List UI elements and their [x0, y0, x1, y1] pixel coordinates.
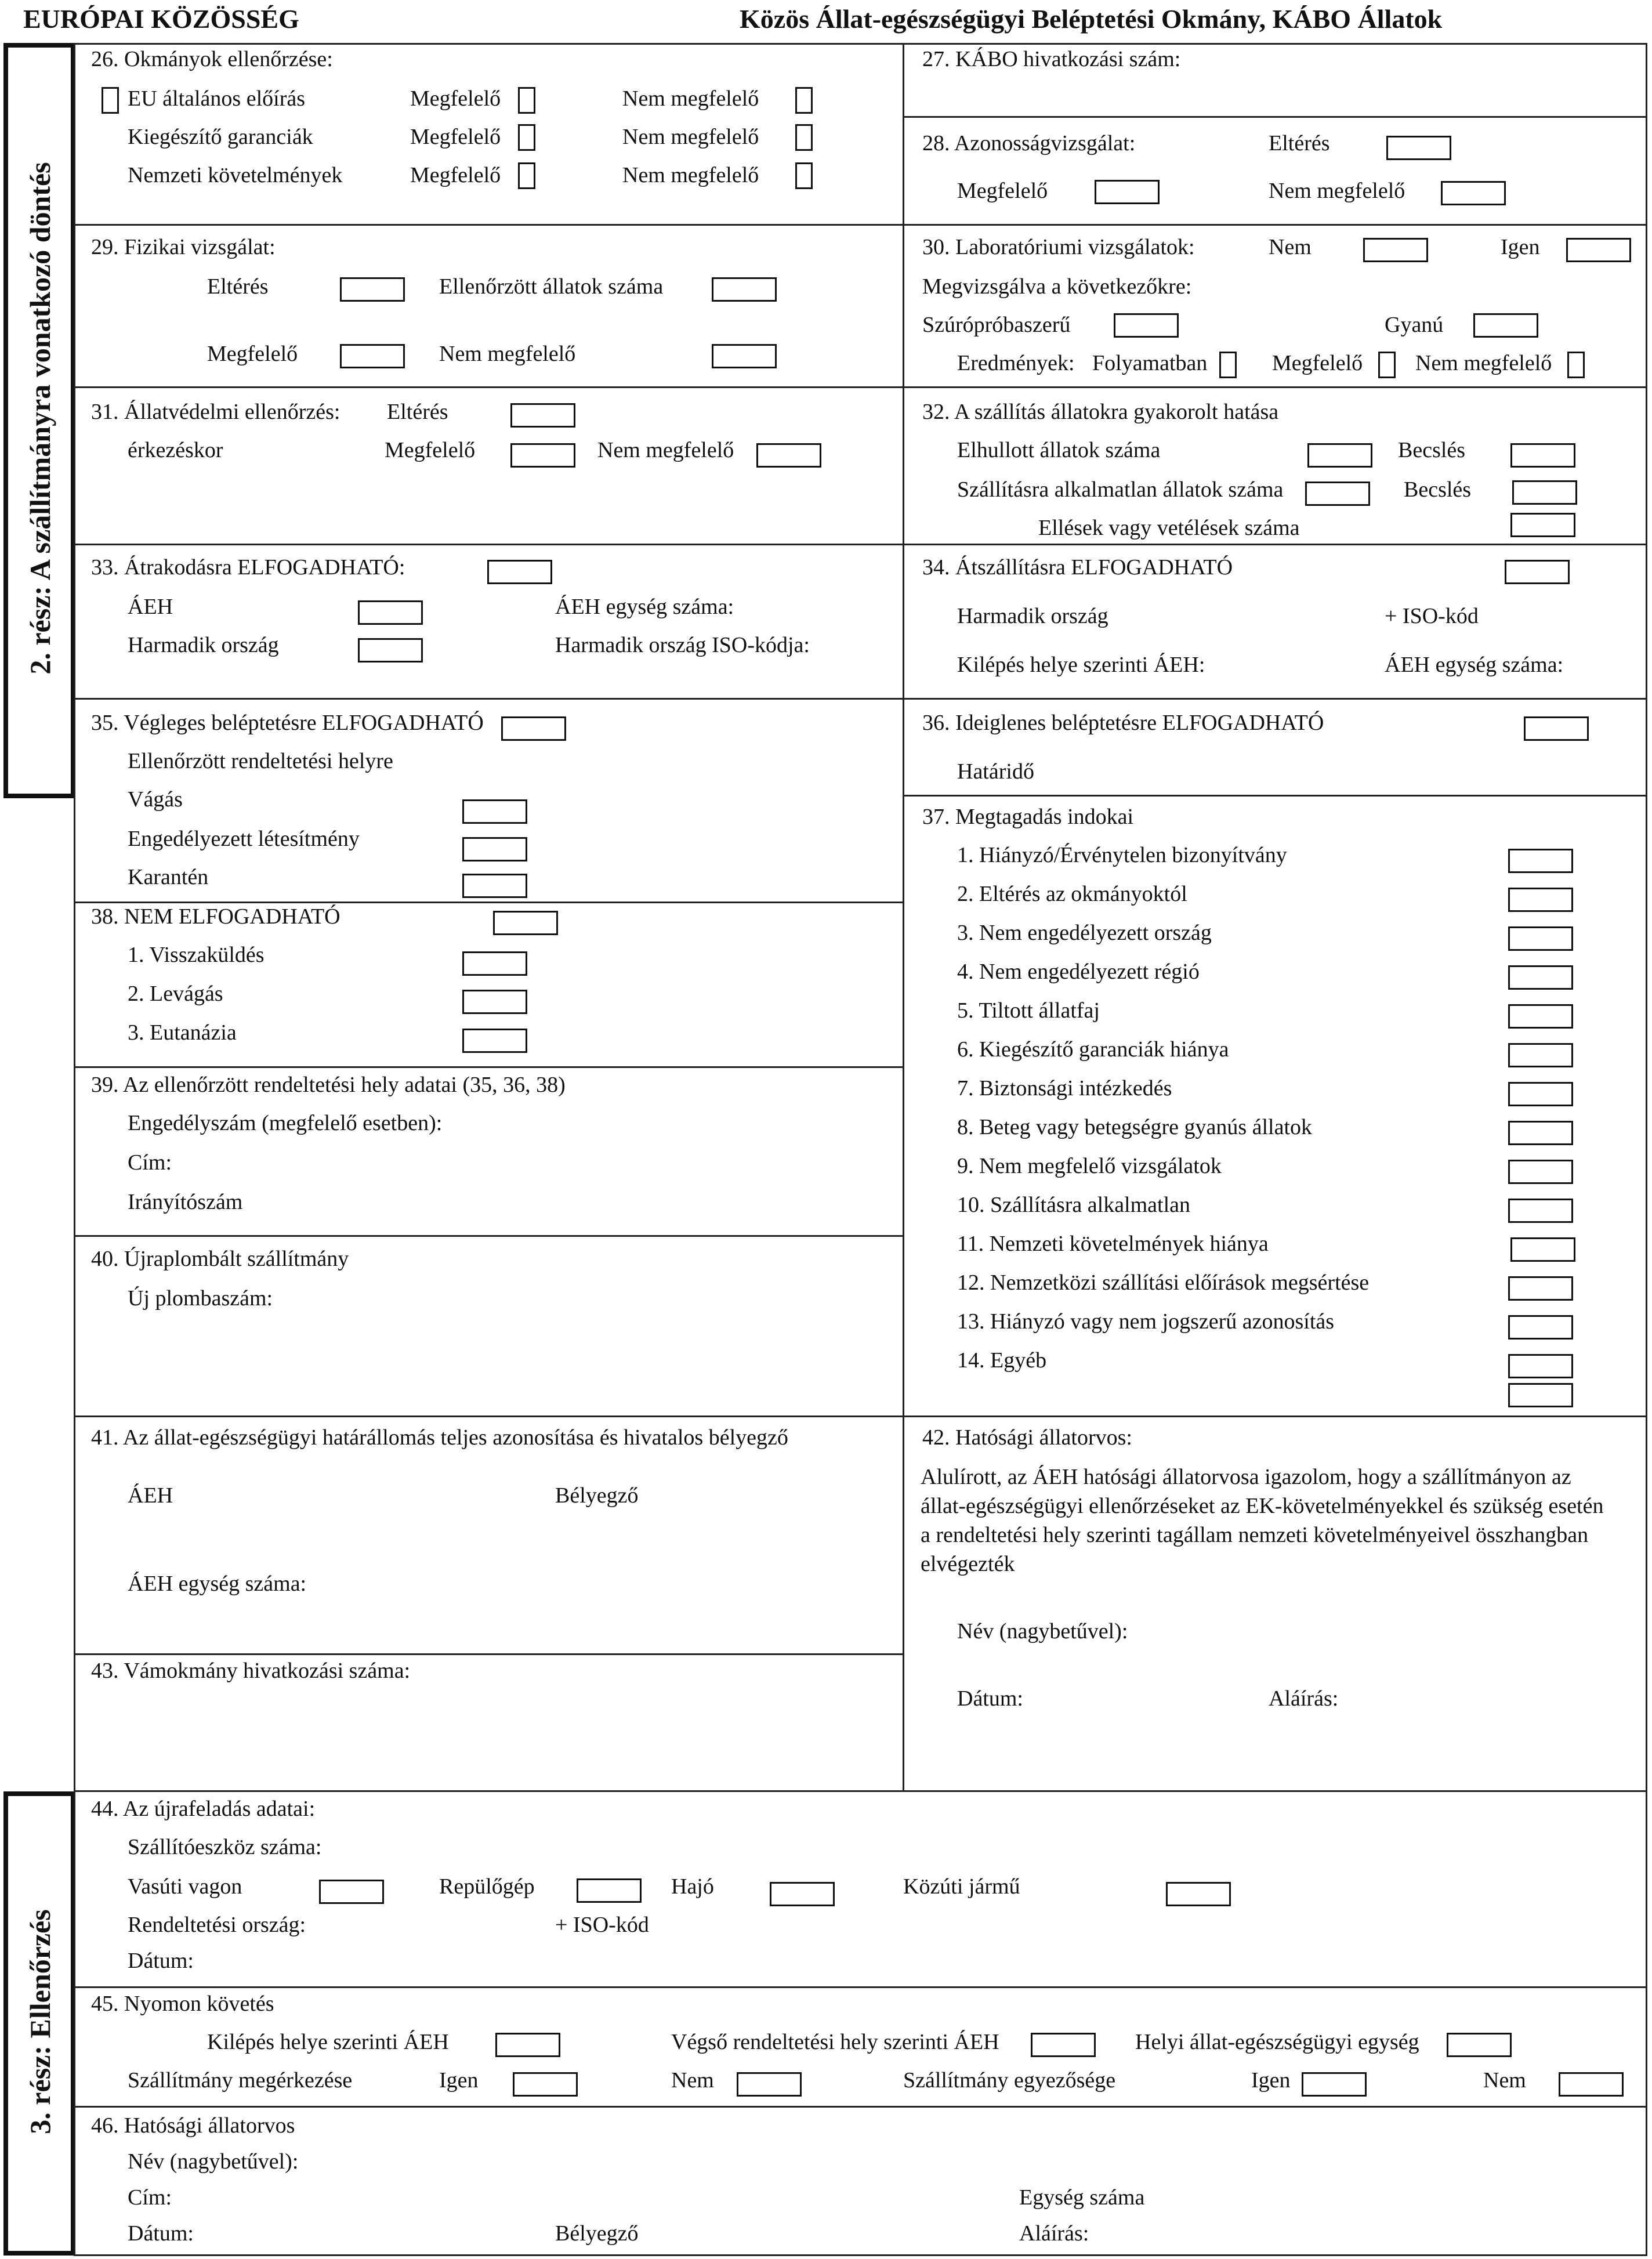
- s35-title: 35. Végleges beléptetésre ELFOGADHATÓ: [91, 711, 484, 735]
- s38-item-label: 3. Eutanázia: [128, 1020, 237, 1045]
- s44-iso-label: + ISO-kód: [555, 1913, 649, 1937]
- s37-item-box[interactable]: [1508, 1354, 1573, 1378]
- s45-final-label: Végső rendeltetési hely szerinti ÁEH: [671, 2030, 999, 2054]
- s38-item-box[interactable]: [462, 951, 527, 976]
- s38-item-label: 2. Levágás: [128, 982, 223, 1006]
- s44-rail-box[interactable]: [319, 1880, 384, 1904]
- s32-unfit-box[interactable]: [1305, 482, 1370, 506]
- s30-yes-box[interactable]: [1566, 238, 1631, 262]
- s46-stamp-label: Bélyegző: [555, 2221, 639, 2246]
- s30-no-box[interactable]: [1363, 238, 1428, 262]
- s26-nok-checkbox[interactable]: [795, 124, 813, 151]
- s26-nok-label: Nem megfelelő: [622, 163, 759, 187]
- s41-title: 41. Az állat-egészségügyi határállomás teljes azonosítása és hivatalos bélyegző: [91, 1425, 788, 1450]
- s30-nok-checkbox[interactable]: [1567, 352, 1585, 378]
- s38-item-label: 1. Visszaküldés: [128, 943, 265, 967]
- s46-sign-label: Aláírás:: [1019, 2221, 1089, 2246]
- rule: [74, 544, 1647, 545]
- s26-ok-label: Megfelelő: [410, 86, 501, 111]
- s37-item-label: 13. Hiányzó vagy nem jogszerű azonosítás: [957, 1309, 1335, 1334]
- s26-row-label: EU általános előírás: [128, 86, 306, 111]
- rule: [74, 1653, 903, 1655]
- s26-title: 26. Okmányok ellenőrzése:: [91, 47, 333, 71]
- s45-match-no-box[interactable]: [1559, 2072, 1624, 2097]
- s38-title: 38. NEM ELFOGADHATÓ: [91, 904, 340, 929]
- s33-title: 33. Átrakodásra ELFOGADHATÓ:: [91, 555, 405, 580]
- s26-nok-checkbox[interactable]: [795, 162, 813, 189]
- s42-text-line: elvégezték: [921, 1552, 1015, 1576]
- s40-seal-label: Új plombaszám:: [128, 1286, 273, 1310]
- s32-births-box[interactable]: [1510, 513, 1575, 537]
- s39-address-label: Cím:: [128, 1150, 172, 1175]
- s45-final-box[interactable]: [1031, 2033, 1096, 2057]
- s33-aeh-label: ÁEH: [128, 595, 173, 619]
- s28-ok-label: Megfelelő: [957, 179, 1048, 203]
- s44-plane-label: Repülőgép: [439, 1874, 535, 1899]
- rule: [74, 1066, 903, 1068]
- s30-nok-label: Nem megfelelő: [1415, 351, 1552, 375]
- s45-exit-box[interactable]: [495, 2033, 560, 2057]
- s31-nok-label: Nem megfelelő: [597, 438, 734, 462]
- s46-unit-label: Egység száma: [1019, 2185, 1145, 2210]
- s44-ship-box[interactable]: [770, 1882, 835, 1906]
- s32-dead-estimate-box[interactable]: [1510, 443, 1575, 468]
- s37-item-label: 10. Szállításra alkalmatlan: [957, 1193, 1191, 1217]
- s37-title: 37. Megtagadás indokai: [922, 805, 1134, 829]
- s35-item-box[interactable]: [462, 837, 527, 861]
- s26-row-label: Kiegészítő garanciák: [128, 125, 313, 149]
- s38-item-box[interactable]: [462, 990, 527, 1014]
- s42-sign-label: Aláírás:: [1269, 1686, 1339, 1711]
- s30-suspect-box[interactable]: [1473, 313, 1538, 338]
- s28-diff-label: Eltérés: [1269, 131, 1330, 155]
- s29-nok-label: Nem megfelelő: [439, 342, 576, 366]
- part2-label: 2. rész: A szállítmányra vonatkozó döntés: [24, 162, 56, 675]
- s29-ok-box[interactable]: [340, 344, 405, 368]
- s45-no-label: Nem: [1483, 2068, 1526, 2093]
- s28-nok-label: Nem megfelelő: [1269, 179, 1405, 203]
- s33-unit-label: ÁEH egység száma:: [555, 595, 734, 619]
- s26-ok-checkbox[interactable]: [518, 162, 535, 189]
- s32-unfit-estimate-box[interactable]: [1512, 480, 1577, 505]
- rule: [74, 1790, 1647, 1792]
- s44-road-box[interactable]: [1166, 1882, 1231, 1906]
- s38-box[interactable]: [493, 911, 558, 935]
- s35-item-box[interactable]: [462, 874, 527, 898]
- s46-name-label: Név (nagybetűvel):: [128, 2149, 299, 2174]
- s35-item-box[interactable]: [462, 799, 527, 824]
- s29-ok-label: Megfelelő: [207, 342, 298, 366]
- s37-item-box[interactable]: [1508, 1121, 1573, 1145]
- rule: [903, 116, 1647, 118]
- rule: [74, 2254, 1647, 2256]
- s45-exit-label: Kilépés helye szerinti ÁEH: [207, 2030, 449, 2054]
- s37-item-label: 9. Nem megfelelő vizsgálatok: [957, 1154, 1222, 1178]
- s26-nok-label: Nem megfelelő: [622, 86, 759, 111]
- s40-title: 40. Újraplombált szállítmány: [91, 1247, 349, 1271]
- s37-item-box[interactable]: [1508, 1199, 1573, 1223]
- s31-diff-label: Eltérés: [387, 400, 448, 424]
- s29-count-box[interactable]: [712, 277, 777, 302]
- rule: [74, 1986, 1647, 1988]
- s31-ok-label: Megfelelő: [385, 438, 476, 462]
- rule: [74, 386, 1647, 388]
- s26-nok-label: Nem megfelelő: [622, 125, 759, 149]
- s31-diff-box[interactable]: [510, 403, 575, 428]
- s29-nok-box[interactable]: [712, 344, 777, 368]
- s32-births-label: Ellések vagy vetélések száma: [1038, 516, 1300, 540]
- s39-zip-label: Irányítószám: [128, 1190, 243, 1214]
- s46-address-label: Cím:: [128, 2185, 172, 2210]
- s33-third-box[interactable]: [358, 638, 423, 663]
- s44-ship-label: Hajó: [671, 1874, 714, 1899]
- s44-road-label: Közúti jármű: [903, 1874, 1020, 1899]
- s32-title: 32. A szállítás állatokra gyakorolt hatása: [922, 400, 1279, 424]
- s39-title: 39. Az ellenőrzött rendeltetési hely adatai (35, 36, 38): [91, 1073, 566, 1097]
- s37-item-box[interactable]: [1508, 1276, 1573, 1301]
- s41-unit-label: ÁEH egység száma:: [128, 1572, 307, 1596]
- s45-title: 45. Nyomon követés: [91, 1992, 274, 2016]
- s31-ok-box[interactable]: [510, 443, 575, 468]
- part3-label: 3. rész: Ellenőrzés: [24, 1909, 56, 2134]
- s30-suspect-label: Gyanú: [1385, 313, 1444, 337]
- rule: [903, 795, 1647, 797]
- rule: [74, 1235, 903, 1237]
- s30-random-label: Szúrópróbaszerű: [922, 313, 1071, 337]
- s36-title: 36. Ideiglenes beléptetésre ELFOGADHATÓ: [922, 711, 1324, 735]
- s26-ok-label: Megfelelő: [410, 163, 501, 187]
- s28-diff-box[interactable]: [1386, 136, 1451, 160]
- s37-item-label: 3. Nem engedélyezett ország: [957, 921, 1212, 945]
- s44-date-label: Dátum:: [128, 1949, 194, 1973]
- header-right: Közös Állat-egészségügyi Beléptetési Okmány, KÁBO Állatok: [740, 4, 1443, 34]
- s37-item-label: 8. Beteg vagy betegségre gyanús állatok: [957, 1115, 1313, 1139]
- s30-yes-label: Igen: [1501, 235, 1540, 259]
- s30-no-label: Nem: [1269, 235, 1312, 259]
- s37-item-label: 2. Eltérés az okmányoktól: [957, 882, 1187, 906]
- s37-item-box[interactable]: [1510, 1237, 1575, 1262]
- s45-local-label: Helyi állat-egészségügyi egység: [1135, 2030, 1419, 2054]
- s37-item-box[interactable]: [1508, 888, 1573, 912]
- s37-item-box[interactable]: [1508, 849, 1573, 873]
- s45-match-label: Szállítmány egyezősége: [903, 2068, 1116, 2093]
- s45-yes-label: Igen: [1251, 2068, 1291, 2093]
- rule: [74, 43, 75, 2256]
- s46-date-label: Dátum:: [128, 2221, 194, 2246]
- s26-nok-checkbox[interactable]: [795, 87, 813, 114]
- s34-title: 34. Átszállításra ELFOGADHATÓ: [922, 555, 1233, 580]
- s42-date-label: Dátum:: [957, 1686, 1023, 1711]
- s33-iso-label: Harmadik ország ISO-kódja:: [555, 633, 810, 657]
- s37-extra-box[interactable]: [1508, 1383, 1573, 1407]
- s34-accept-box[interactable]: [1505, 560, 1570, 584]
- s45-local-box[interactable]: [1447, 2033, 1512, 2057]
- s36-deadline-label: Határidő: [957, 759, 1034, 784]
- s37-item-box[interactable]: [1508, 1082, 1573, 1106]
- s35-item-label: Vágás: [128, 787, 183, 812]
- s34-iso-label: + ISO-kód: [1385, 604, 1479, 628]
- rule: [74, 1416, 1647, 1417]
- s26-checkbox[interactable]: [102, 87, 119, 114]
- s31-title: 31. Állatvédelmi ellenőrzés:: [91, 400, 340, 424]
- s30-ok-label: Megfelelő: [1272, 351, 1363, 375]
- s33-aeh-box[interactable]: [358, 600, 423, 625]
- s45-arrival-no-box[interactable]: [737, 2072, 802, 2097]
- s44-plane-box[interactable]: [577, 1878, 642, 1903]
- s36-accept-box[interactable]: [1524, 716, 1589, 741]
- s44-vehicle-label: Szállítóeszköz száma:: [128, 1835, 322, 1859]
- s37-item-box[interactable]: [1508, 1160, 1573, 1184]
- s45-no-label: Nem: [671, 2068, 714, 2093]
- s37-item-label: 1. Hiányzó/Érvénytelen bizonyítvány: [957, 843, 1287, 867]
- s37-item-label: 12. Nemzetközi szállítási előírások megsértése: [957, 1270, 1370, 1295]
- part3-side-box: [3, 1791, 75, 2256]
- s37-item-label: 4. Nem engedélyezett régió: [957, 960, 1200, 984]
- s35-item-label: Karantén: [128, 865, 209, 889]
- s45-match-yes-box[interactable]: [1302, 2072, 1367, 2097]
- s38-item-box[interactable]: [462, 1029, 527, 1053]
- s45-yes-label: Igen: [439, 2068, 479, 2093]
- s30-results-label: Eredmények:: [957, 351, 1075, 375]
- s44-country-label: Rendeltetési ország:: [128, 1913, 306, 1937]
- s32-estimate-label: Becslés: [1404, 477, 1472, 502]
- s30-random-box[interactable]: [1114, 313, 1179, 338]
- s26-ok-label: Megfelelő: [410, 125, 501, 149]
- s32-dead-label: Elhullott állatok száma: [957, 438, 1161, 462]
- s32-dead-box[interactable]: [1307, 443, 1372, 468]
- s32-unfit-label: Szállításra alkalmatlan állatok száma: [957, 477, 1284, 502]
- s37-item-label: 7. Biztonsági intézkedés: [957, 1076, 1172, 1100]
- s28-ok-box[interactable]: [1095, 180, 1160, 204]
- s34-unit-label: ÁEH egység száma:: [1385, 653, 1564, 677]
- s37-item-label: 6. Kiegészítő garanciák hiánya: [957, 1037, 1229, 1062]
- s30-pending-label: Folyamatban: [1092, 351, 1208, 375]
- s29-title: 29. Fizikai vizsgálat:: [91, 235, 276, 259]
- s35-accept-box[interactable]: [501, 716, 566, 741]
- rule: [74, 224, 1647, 226]
- s42-text-line: Alulírott, az ÁEH hatósági állatorvosa igazolom, hogy a szállítmányon az: [921, 1465, 1571, 1489]
- s35-dest-label: Ellenőrzött rendeltetési helyre: [128, 749, 393, 773]
- rule: [1646, 43, 1647, 2256]
- header-left: EURÓPAI KÖZÖSSÉG: [23, 4, 299, 34]
- s32-estimate-label: Becslés: [1398, 438, 1466, 462]
- s33-accept-box[interactable]: [487, 560, 552, 584]
- s45-arrival-label: Szállítmány megérkezése: [128, 2068, 353, 2093]
- s26-ok-checkbox[interactable]: [518, 87, 535, 114]
- s45-arrival-yes-box[interactable]: [513, 2072, 578, 2097]
- s30-ok-checkbox[interactable]: [1378, 352, 1396, 378]
- s37-item-box[interactable]: [1508, 1043, 1573, 1067]
- s37-item-box[interactable]: [1508, 926, 1573, 951]
- s31-arrival-label: érkezéskor: [128, 438, 223, 462]
- s29-diff-label: Eltérés: [207, 274, 269, 299]
- s44-rail-label: Vasúti vagon: [128, 1874, 242, 1899]
- s34-third-label: Harmadik ország: [957, 604, 1108, 628]
- rule: [74, 2106, 1647, 2108]
- s33-third-label: Harmadik ország: [128, 633, 279, 657]
- s29-count-label: Ellenőrzött állatok száma: [439, 274, 664, 299]
- s37-item-box[interactable]: [1508, 1004, 1573, 1029]
- s26-ok-checkbox[interactable]: [518, 124, 535, 151]
- s39-permit-label: Engedélyszám (megfelelő esetben):: [128, 1111, 443, 1135]
- s37-item-label: 5. Tiltott állatfaj: [957, 998, 1100, 1023]
- s31-nok-box[interactable]: [756, 443, 821, 468]
- s30-title: 30. Laboratóriumi vizsgálatok:: [922, 235, 1195, 259]
- s28-nok-box[interactable]: [1441, 181, 1506, 205]
- rule: [74, 902, 903, 903]
- rule: [74, 43, 1647, 45]
- s35-item-label: Engedélyezett létesítmény: [128, 827, 360, 851]
- rule: [74, 698, 1647, 700]
- s29-diff-box[interactable]: [340, 277, 405, 302]
- s37-item-box[interactable]: [1508, 965, 1573, 990]
- s37-item-box[interactable]: [1508, 1315, 1573, 1340]
- rule: [903, 43, 904, 1791]
- s28-title: 28. Azonosságvizsgálat:: [922, 131, 1136, 155]
- s42-text-line: a rendeltetési hely szerinti tagállam nemzeti követelményeivel összhangban: [921, 1523, 1589, 1547]
- s34-exit-label: Kilépés helye szerinti ÁEH:: [957, 653, 1205, 677]
- s42-name-label: Név (nagybetűvel):: [957, 1619, 1128, 1643]
- s37-item-label: 14. Egyéb: [957, 1348, 1047, 1373]
- s41-stamp-label: Bélyegző: [555, 1483, 639, 1508]
- s30-tested-label: Megvizsgálva a következőkre:: [922, 274, 1192, 299]
- s42-title: 42. Hatósági állatorvos:: [922, 1425, 1132, 1450]
- s41-aeh-label: ÁEH: [128, 1483, 173, 1508]
- s44-title: 44. Az újrafeladás adatai:: [91, 1797, 316, 1821]
- s30-pending-checkbox[interactable]: [1219, 352, 1237, 378]
- s27-title: 27. KÁBO hivatkozási szám:: [922, 47, 1181, 71]
- s42-text-line: állat-egészségügyi ellenőrzéseket az EK-követelményekkel és szükség esetén: [921, 1494, 1604, 1518]
- s37-item-label: 11. Nemzeti követelmények hiánya: [957, 1232, 1269, 1256]
- s46-title: 46. Hatósági állatorvos: [91, 2113, 295, 2138]
- s26-row-label: Nemzeti követelmények: [128, 163, 343, 187]
- part2-side-box: [3, 43, 75, 798]
- s43-title: 43. Vámokmány hivatkozási száma:: [91, 1659, 411, 1683]
